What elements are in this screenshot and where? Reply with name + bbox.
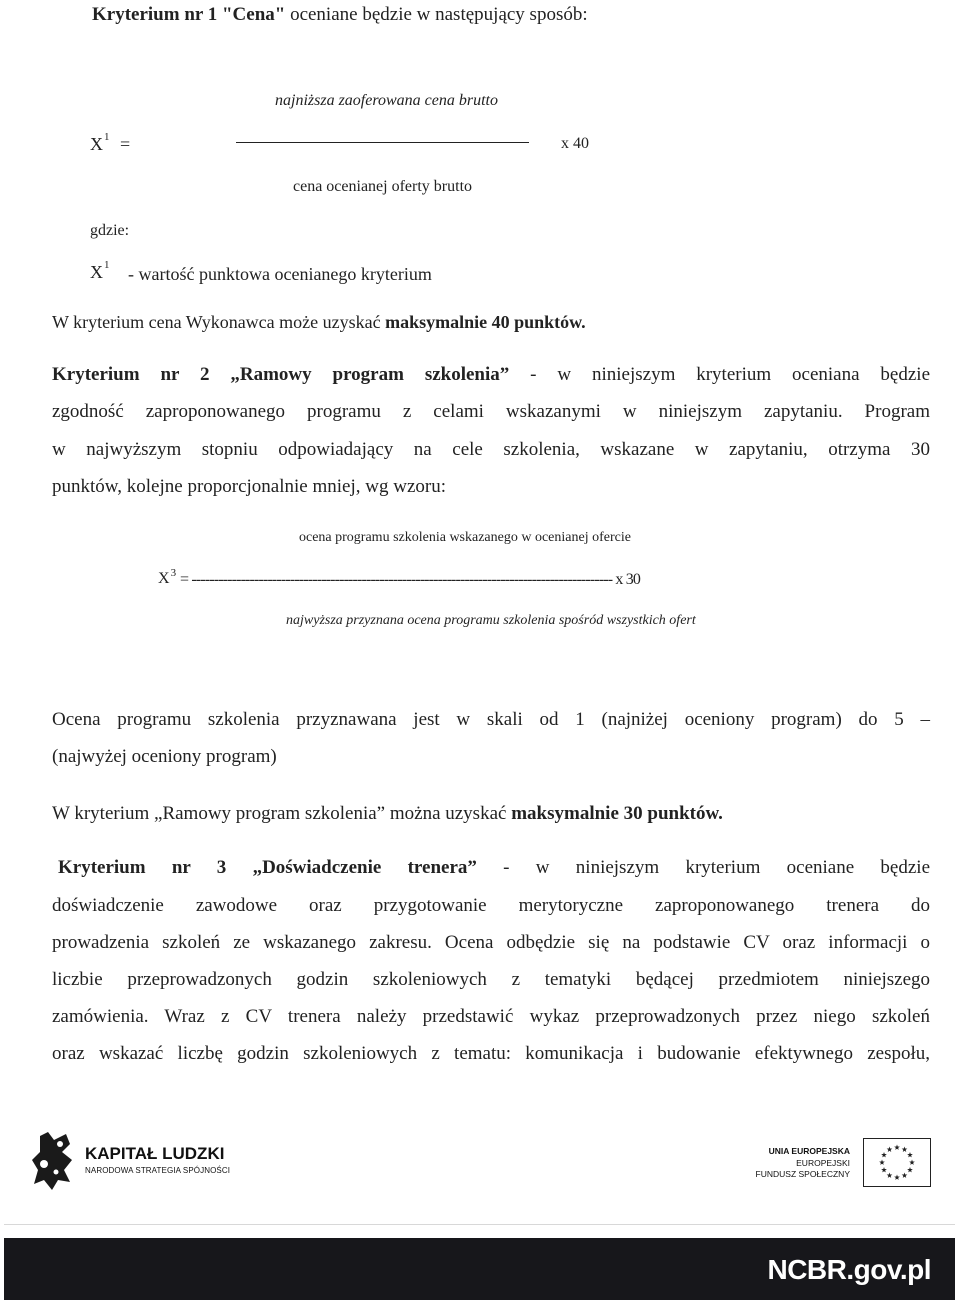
k2-line-1: Kryterium nr 2 „Ramowy program szkolenia” - w niniejszym kryterium oceniana będzie xyxy=(52,364,931,385)
eu-star xyxy=(879,1160,885,1165)
k1-definition-text: - wartość punktowa ocenianego kryterium xyxy=(128,264,432,284)
k1-formula-multiplier: x 40 xyxy=(561,135,589,152)
eu-star xyxy=(902,1147,908,1152)
kapital-ludzki-title: KAPITAŁ LUDZKI xyxy=(85,1144,225,1163)
eu-flag-icon xyxy=(863,1138,931,1187)
k1-heading xyxy=(92,4,588,26)
k2-scale-line-2: (najwyżej oceniony program) xyxy=(52,746,277,767)
k2-formula-denominator: najwyższa przyznana ocena programu szkolenia spośród wszystkich ofert xyxy=(286,613,696,628)
k2-line-2: zgodność zaproponowanego programu z celami wskazanymi w niniejszym zapytaniu. Program xyxy=(52,401,930,422)
k2-formula-line: = ---------------------------------------------------------------------------------------------- x 30 xyxy=(180,571,641,588)
k2-scale-line-1: Ocena programu szkolenia przyznawana jest w skali od 1 (najniżej oceniony program) do 5 – xyxy=(52,709,930,730)
k1-max-points: W kryterium cena Wykonawca może uzyskać maksymalnie 40 punktów. xyxy=(52,312,586,332)
eu-star xyxy=(887,1147,893,1152)
eu-star xyxy=(881,1167,887,1172)
eu-star xyxy=(907,1152,913,1157)
footer-separator xyxy=(4,1224,955,1225)
k2-max-points: W kryterium „Ramowy program szkolenia” można uzyskać maksymalnie 30 punktów. xyxy=(52,803,723,824)
k2-formula-numerator: ocena programu szkolenia wskazanego w ocenianej ofercie xyxy=(299,530,631,545)
k3-line-6: oraz wskazać liczbę godzin szkoleniowych z tematu: komunikacja i budowanie efektywnego zespołu, xyxy=(52,1043,930,1064)
k1-fraction-line xyxy=(236,142,529,143)
k1-formula-equals: = xyxy=(120,134,131,154)
eu-star xyxy=(894,1145,900,1150)
k2-line-4: punktów, kolejne proporcjonalnie mniej, wg wzoru: xyxy=(52,476,446,497)
k3-line-3: prowadzenia szkoleń ze wskazanego zakresu. Ocena odbędzie się na podstawie CV oraz informacji o xyxy=(52,932,930,953)
k1-formula-denominator: cena ocenianej oferty brutto xyxy=(293,178,473,195)
k3-line-4: liczbie przeprowadzonych godzin szkoleniowych z tematyki będącej przedmiotem niniejszego xyxy=(52,969,930,990)
ue-line-3: FUNDUSZ SPOŁECZNY xyxy=(755,1169,850,1179)
ue-line-1: UNIA EUROPEJSKA xyxy=(768,1146,850,1156)
k1-definition-symbol: $X^1$ xyxy=(90,259,110,282)
k3-line-2: doświadczenie zawodowe oraz przygotowanie merytoryczne zaproponowanego trenera do xyxy=(52,895,930,916)
k1-formula-numerator: najniższa zaoferowana cena brutto xyxy=(275,92,498,109)
k1-formula-x: $X^1$ xyxy=(90,131,110,154)
k2-formula-x: $X^3$ xyxy=(158,567,177,587)
kapital-ludzki-subtitle: NARODOWA STRATEGIA SPÓJNOŚCI xyxy=(85,1166,231,1175)
eu-star xyxy=(881,1152,887,1157)
footer-bar xyxy=(4,1238,955,1300)
k3-line-5: zamówienia. Wraz z CV trenera należy przedstawić wykaz przeprowadzonych przez niego szkoleń xyxy=(52,1006,930,1027)
eu-star xyxy=(907,1167,913,1172)
kapital-ludzki-logo-icon xyxy=(30,1130,76,1192)
k2-line-3: w najwyższym stopniu odpowiadający na cele szkolenia, wskazane w zapytaniu, otrzyma 30 xyxy=(52,439,930,460)
eu-star xyxy=(894,1175,900,1180)
eu-star xyxy=(902,1172,908,1177)
k1-heading-bold: Kryterium nr 1 "Cena" xyxy=(92,4,286,25)
k1-where-label: gdzie: xyxy=(90,222,130,239)
ue-line-2: EUROPEJSKI xyxy=(796,1158,850,1168)
k3-line-1: Kryterium nr 3 „Doświadczenie trenera” - w niniejszym kryterium oceniane będzie xyxy=(58,857,931,878)
k1-heading-rest: oceniane będzie w następujący sposób: xyxy=(285,4,588,25)
ncbr-url[interactable]: NCBR.gov.pl xyxy=(767,1254,931,1285)
eu-star xyxy=(909,1160,915,1165)
eu-star xyxy=(887,1172,893,1177)
